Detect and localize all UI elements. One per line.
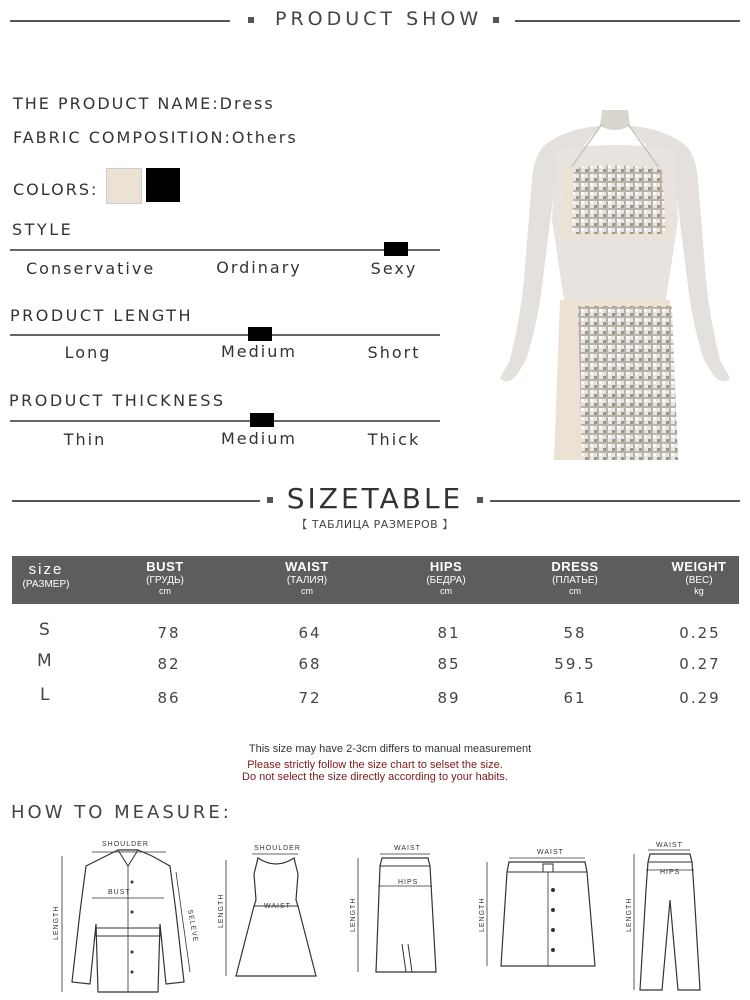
row-bust: 86 — [157, 689, 181, 707]
row-weight: 0.27 — [679, 655, 721, 673]
row-hips: 85 — [437, 655, 461, 673]
pants-diagram — [620, 840, 720, 998]
header-rule-left — [10, 20, 230, 22]
col-bust: BUST (ГРУДЬ) cm — [146, 559, 184, 596]
row-size: L — [40, 685, 50, 705]
row-hips: 89 — [437, 689, 461, 707]
product-name-row — [13, 94, 275, 113]
color-swatch-black[interactable] — [146, 168, 180, 202]
thickness-label-thick: Thick — [367, 430, 421, 449]
col-size: size (РАЗМЕР) — [22, 561, 70, 590]
row-dress: 59.5 — [554, 655, 596, 673]
row-size: M — [37, 651, 52, 671]
header-dot-right — [493, 17, 499, 23]
svg-text:LENGTH: LENGTH — [479, 897, 486, 932]
length-marker — [248, 327, 272, 341]
svg-text:WAIST: WAIST — [264, 903, 291, 910]
svg-text:LENGTH: LENGTH — [350, 897, 357, 932]
note-size-chart: Please strictly follow the size chart to selset the size. — [247, 759, 503, 771]
svg-text:LENGTH: LENGTH — [53, 905, 60, 940]
row-waist: 68 — [298, 655, 322, 673]
length-label-short: Short — [367, 343, 421, 362]
product-photo — [490, 110, 740, 470]
fabric-label: FABRIC COMPOSITION: — [13, 128, 232, 147]
fabric-row — [13, 128, 298, 147]
svg-text:SHOULDER: SHOULDER — [102, 841, 149, 848]
row-bust: 78 — [157, 624, 181, 642]
header-dot-left — [248, 17, 254, 23]
row-dress: 58 — [563, 624, 587, 642]
row-hips: 81 — [437, 624, 461, 642]
length-scale-line — [10, 334, 440, 336]
col-hips: HIPS (БЕДРА) cm — [426, 559, 466, 596]
svg-text:WAIST: WAIST — [394, 845, 421, 852]
note-habits: Do not select the size directly according to your habits. — [242, 771, 508, 783]
col-dress: DRESS (ПЛАТЬЕ) cm — [551, 559, 599, 596]
style-label-conservative: Conservative — [26, 259, 156, 278]
style-title: STYLE — [12, 220, 74, 239]
svg-text:WAIST: WAIST — [656, 842, 683, 849]
row-weight: 0.29 — [679, 689, 721, 707]
svg-text:LENGTH: LENGTH — [626, 897, 633, 932]
sizetable-subtitle: 【 ТАБЛИЦА РАЗМЕРОВ 】 — [296, 518, 454, 531]
row-waist: 72 — [298, 689, 322, 707]
svg-text:HIPS: HIPS — [660, 869, 681, 876]
row-weight: 0.25 — [679, 624, 721, 642]
product-name-label: THE PRODUCT NAME: — [13, 94, 220, 113]
length-title: PRODUCT LENGTH — [10, 306, 194, 325]
style-marker — [384, 242, 408, 256]
svg-text:SHOULDER: SHOULDER — [254, 845, 301, 852]
col-waist: WAIST (ТАЛИЯ) cm — [285, 559, 329, 596]
svg-text:WAIST: WAIST — [537, 849, 564, 856]
measure-title: HOW TO MEASURE: — [11, 802, 232, 823]
thickness-scale-line — [10, 420, 440, 422]
row-bust: 82 — [157, 655, 181, 673]
mini-skirt-diagram — [475, 840, 615, 980]
size-table-header — [12, 556, 739, 604]
thickness-marker — [250, 413, 274, 427]
jacket-diagram — [48, 832, 208, 997]
thickness-title: PRODUCT THICKNESS — [9, 391, 226, 410]
colors-label: COLORS: — [13, 180, 99, 199]
svg-text:LENGTH: LENGTH — [218, 893, 225, 928]
sizetable-title: SIZETABLE — [286, 482, 464, 515]
svg-text:SELEVE: SELEVE — [186, 909, 199, 944]
svg-text:HIPS: HIPS — [398, 879, 419, 886]
style-scale-line — [10, 249, 440, 251]
svg-text:BUST: BUST — [108, 889, 131, 896]
header-rule-right — [515, 20, 740, 22]
length-label-long: Long — [64, 343, 112, 362]
sizetable-rule-right — [490, 500, 740, 502]
fabric-value: Others — [231, 128, 298, 147]
thickness-label-thin: Thin — [63, 430, 107, 449]
length-label-medium: Medium — [221, 342, 297, 361]
row-size: S — [39, 620, 50, 640]
row-dress: 61 — [563, 689, 587, 707]
note-measurement: This size may have 2-3cm differs to manual measurement — [248, 743, 532, 755]
sizetable-dot-right — [477, 497, 483, 503]
color-swatch-apricot[interactable] — [106, 168, 142, 204]
skirt-diagram — [342, 840, 452, 980]
style-label-ordinary: Ordinary — [216, 258, 302, 277]
col-weight: WEIGHT (ВЕС) kg — [671, 559, 727, 596]
thickness-label-medium: Medium — [221, 429, 297, 448]
dress-diagram — [214, 840, 324, 980]
product-name-value: Dress — [219, 94, 275, 113]
page-title: PRODUCT SHOW — [275, 8, 483, 30]
style-label-sexy: Sexy — [370, 259, 418, 278]
row-waist: 64 — [298, 624, 322, 642]
